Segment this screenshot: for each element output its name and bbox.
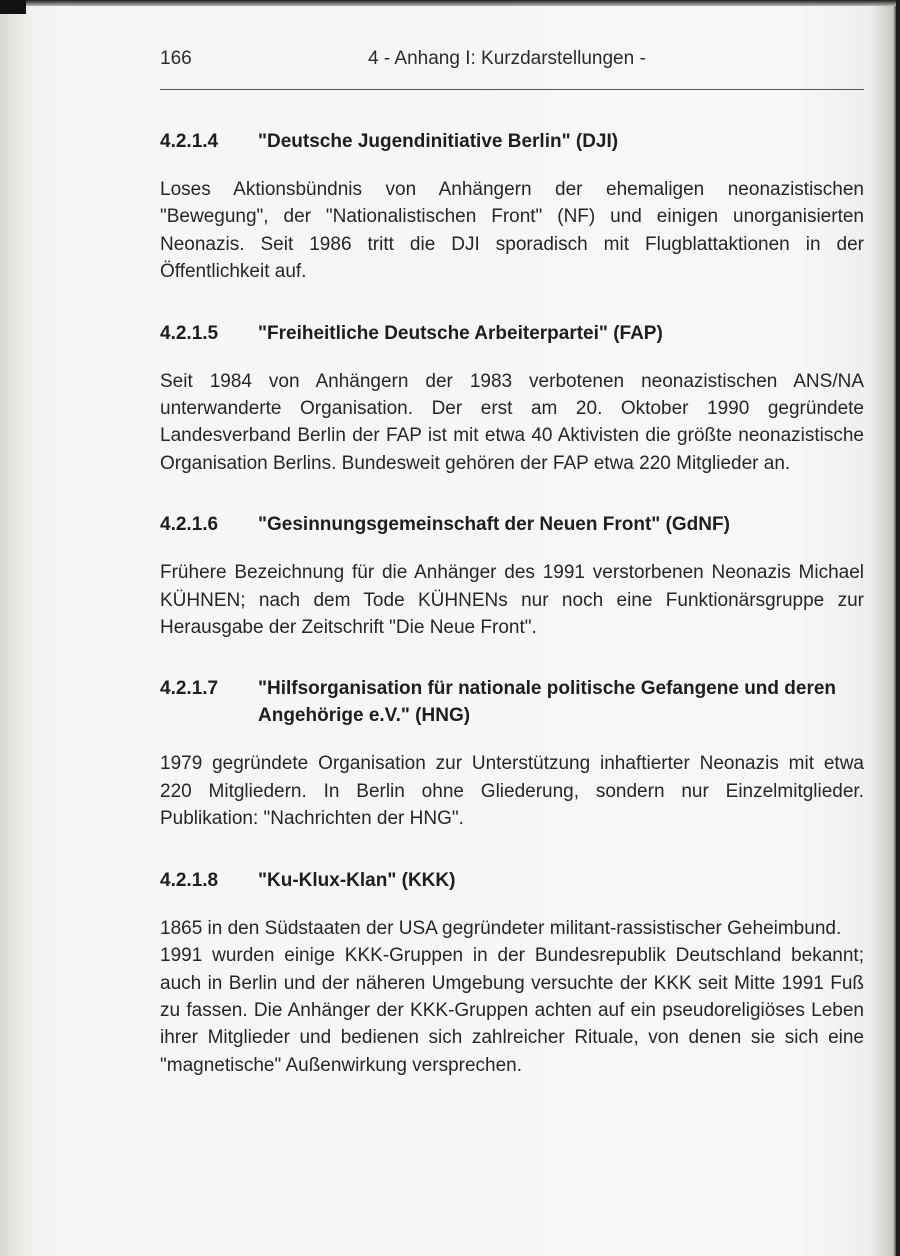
page-body: [160, 128, 864, 1079]
section-hng: [160, 675, 864, 832]
section-heading: [160, 867, 864, 894]
scan-corner-shadow: [0, 0, 26, 14]
section-paragraph: 1979 gegründete Organisation zur Unterstützung inhaftierter Neonazis mit etwa 220 Mitgliedern. In Berlin ohne Gliederung, sondern nur Einzelmitglieder. Publikation: "Nachrichten der HNG".: [160, 753, 864, 830]
section-paragraph: 1865 in den Südstaaten der USA gegründeter militant-rassistischer Geheimbund.: [160, 917, 842, 939]
section-fap: [160, 320, 864, 478]
section-number: 4.2.1.4: [160, 131, 219, 152]
scan-top-edge: [0, 0, 900, 6]
section-heading: [160, 320, 864, 347]
section-paragraph: 1991 wurden einige KKK-Gruppen in der Bundesrepublik Deutschland bekannt; auch in Berlin und der näheren Umgebung versuchte der KKK seit Mitte 1991 Fuß zu fassen. Die Anhänger der KKK-Gruppen achten auf ein pseudoreligiöses Leben ihrer Mitglieder und bedienen sich zahlreicher Rituale, von denen sie sich eine "magnetische" Außenwirkung versprechen.: [160, 945, 864, 1076]
section-heading: [160, 128, 864, 155]
running-title: 4 - Anhang I: Kurzdarstellungen -: [368, 48, 646, 69]
section-heading: [160, 511, 864, 538]
header-rule: [160, 89, 864, 90]
page-header: [160, 48, 864, 78]
section-number: 4.2.1.7: [160, 678, 219, 700]
section-paragraph: Frühere Bezeichnung für die Anhänger des 1991 verstorbenen Neonazis Michael KÜHNEN; nach dem Tode KÜHNENs nur noch eine Funktionärsgruppe zur Herausgabe der Zeitschrift "Die Neue Front".: [160, 562, 864, 639]
section-dji: [160, 128, 864, 286]
section-paragraph: Loses Aktionsbündnis von Anhängern der ehemaligen neonazistischen "Bewegung", der "Nationalistischen Front" (NF) und einigen unorganisierten Neonazis. Seit 1986 tritt die DJI sporadisch mit Flugblattaktionen in der Öffentlichkeit auf.: [160, 179, 864, 283]
section-paragraph: Seit 1984 von Anhängern der 1983 verbotenen neonazistischen ANS/NA unterwanderte Organisation. Der erst am 20. Oktober 1990 gegründete Landesverband Berlin der FAP ist mit etwa 40 Aktivisten die größte neonazistische Organisation Berlins. Bundesweit gehören der FAP etwa 220 Mitglieder an.: [160, 370, 864, 474]
section-title: "Gesinnungsgemeinschaft der Neuen Front" (GdNF): [258, 514, 730, 536]
section-heading: [160, 675, 864, 729]
section-title: "Hilfsorganisation für nationale politische Gefangene und deren Angehörige e.V." (HNG): [258, 678, 837, 727]
section-gdnf: [160, 511, 864, 641]
section-title: "Deutsche Jugendinitiative Berlin" (DJI): [258, 131, 619, 152]
section-number: 4.2.1.6: [160, 514, 219, 536]
section-kkk: [160, 867, 864, 1079]
section-title: "Ku-Klux-Klan" (KKK): [258, 869, 456, 891]
scan-right-edge: [896, 0, 900, 1256]
page-number: 166: [160, 48, 192, 69]
section-title: "Freiheitliche Deutsche Arbeiterpartei" (FAP): [258, 322, 663, 344]
section-number: 4.2.1.5: [160, 322, 219, 344]
section-number: 4.2.1.8: [160, 869, 219, 891]
